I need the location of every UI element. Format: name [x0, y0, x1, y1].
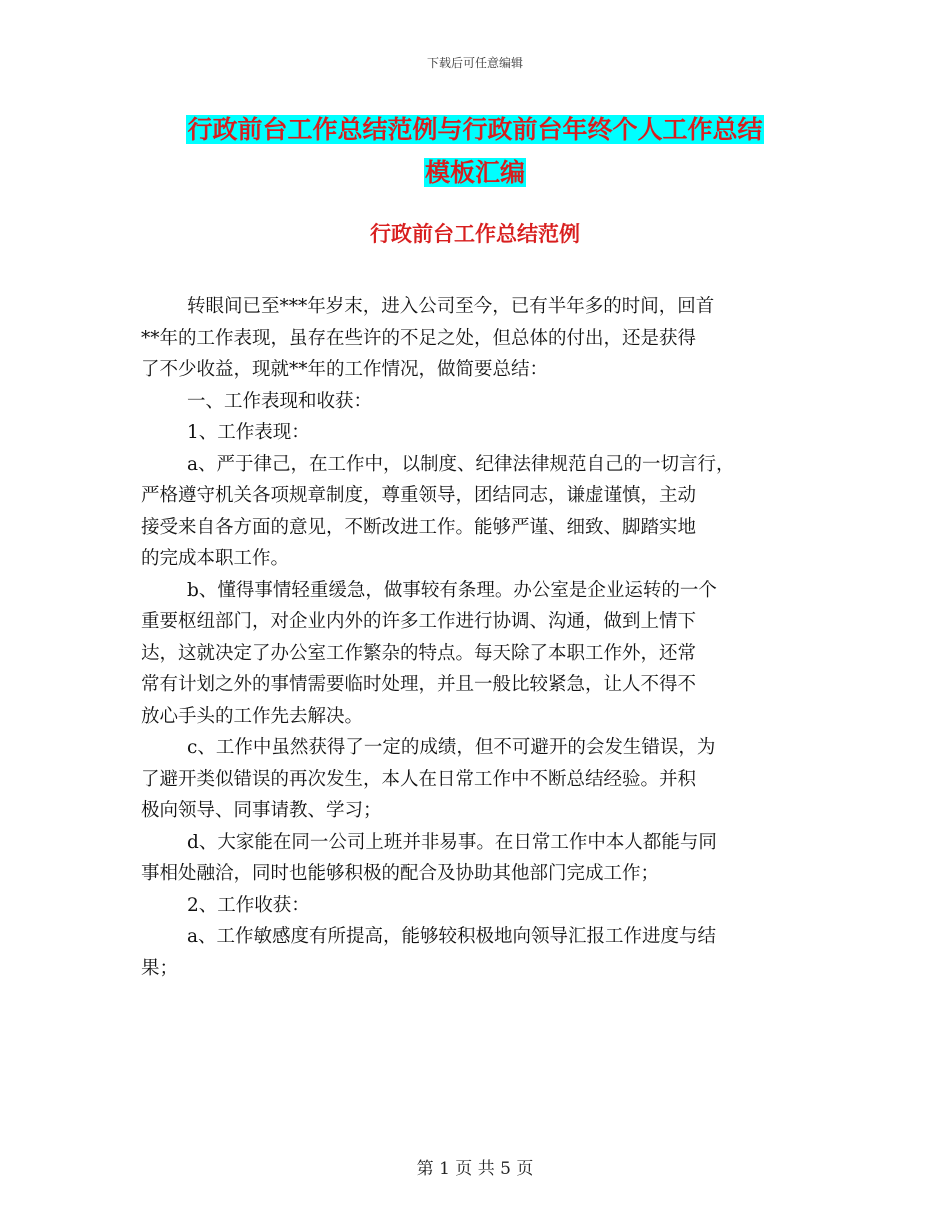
- body-line: 达，这就决定了办公室工作繁杂的特点。每天除了本职工作外，还常: [141, 642, 697, 664]
- body-line: 2、工作收获：: [187, 894, 310, 916]
- document-title: [0, 108, 950, 194]
- body-line: 接受来自各方面的意见，不断改进工作。能够严谨、细致、脚踏实地: [141, 516, 697, 538]
- body-line: c、工作中虽然获得了一定的成绩，但不可避开的会发生错误，为: [187, 737, 716, 758]
- body-line: 严格遵守机关各项规章制度，尊重领导，团结同志，谦虚谨慎，主动: [141, 485, 697, 506]
- document-title-line-2: 模板汇编: [424, 158, 525, 187]
- body-line: a、工作敏感度有所提高，能够较积极地向领导汇报工作进度与结: [187, 926, 717, 947]
- page-header: 下载后可任意编辑: [426, 56, 523, 70]
- section-title: 行政前台工作总结范例: [370, 222, 580, 246]
- document-title-line-1: 行政前台工作总结范例与行政前台年终个人工作总结: [187, 115, 763, 144]
- body-line: a、严于律己，在工作中，以制度、纪律法律规范自己的一切言行，: [187, 453, 735, 475]
- body-line: b、懂得事情轻重缓急，做事较有条理。办公室是企业运转的一个: [187, 579, 717, 601]
- body-line: 极向领导、同事请教、学习；: [141, 800, 382, 821]
- body-line: 一、工作表现和收获：: [187, 390, 373, 412]
- body-line: 常有计划之外的事情需要临时处理，并且一般比较紧急，让人不得不: [141, 674, 697, 695]
- body-line: 转眼间已至***年岁末，进入公司至今，已有半年多的时间，回首: [187, 296, 715, 317]
- body-line: 放心手头的工作先去解决。: [141, 705, 364, 727]
- body-line: 了避开类似错误的再次发生，本人在日常工作中不断总结经验。并积: [141, 768, 697, 790]
- body-line: 了不少收益，现就**年的工作情况，做简要总结：: [141, 359, 549, 380]
- body-text: [141, 291, 813, 984]
- body-line: 的完成本职工作。: [141, 548, 290, 569]
- body-line: 1、工作表现：: [187, 422, 310, 443]
- body-line: 重要枢纽部门，对企业内外的许多工作进行协调、沟通，做到上情下: [141, 611, 697, 632]
- body-line: **年的工作表现，虽存在些许的不足之处，但总体的付出，还是获得: [141, 327, 697, 349]
- body-line: d、大家能在同一公司上班并非易事。在日常工作中本人都能与同: [187, 831, 717, 853]
- body-line: 果；: [141, 957, 179, 979]
- body-line: 事相处融洽，同时也能够积极的配合及协助其他部门完成工作；: [141, 863, 660, 884]
- page-number: 第 1 页 共 5 页: [416, 1159, 534, 1179]
